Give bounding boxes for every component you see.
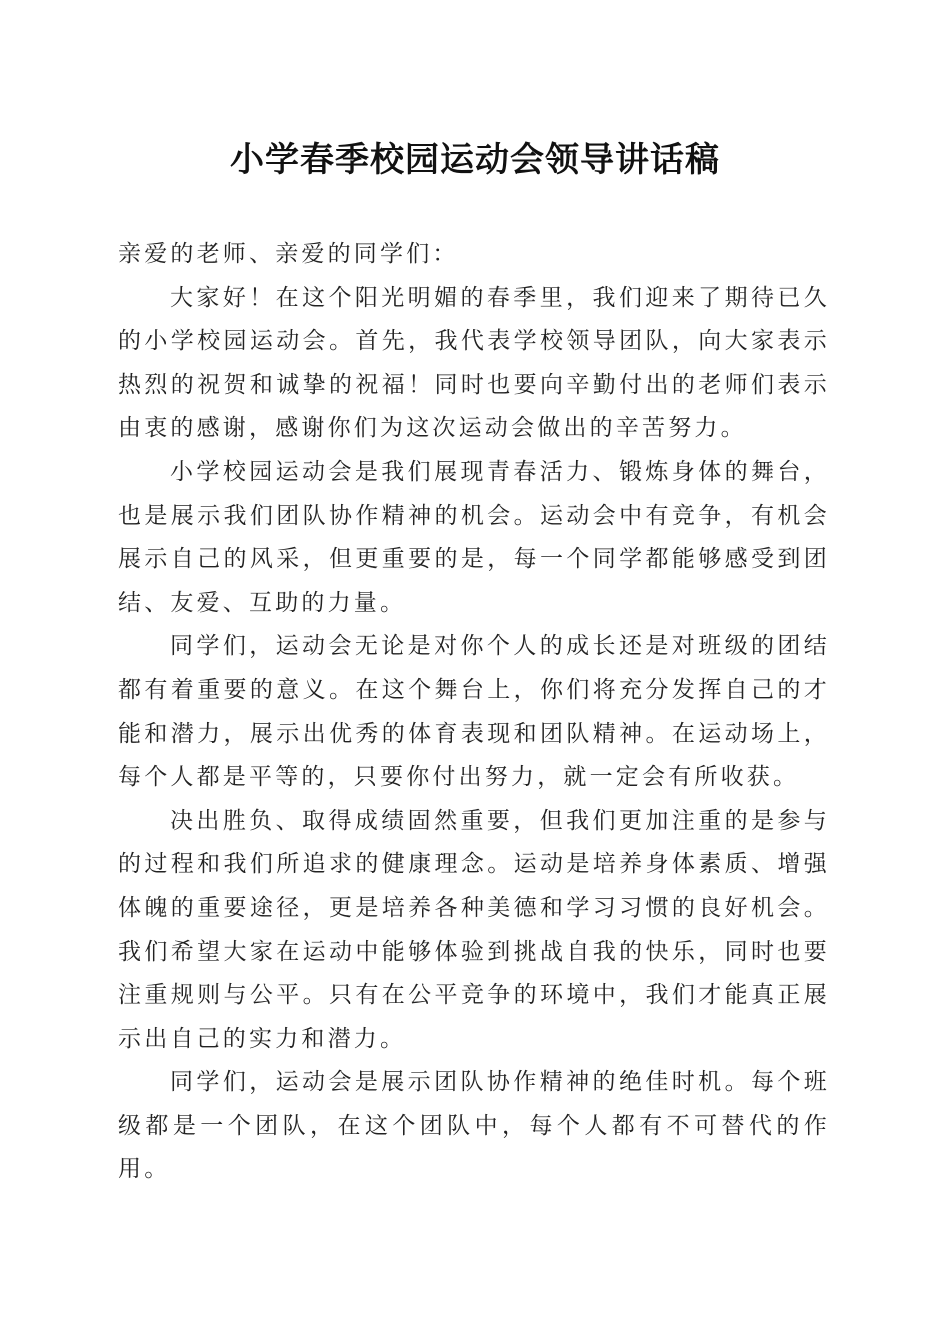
paragraph-participation: 决出胜负、取得成绩固然重要，但我们更加注重的是参与的过程和我们所追求的健康理念。运动是培养身体素质、增强体魄的重要途径，更是培养各种美德和学习习惯的良好机会。我们希望大家在运动中能够体验到挑战自我的快乐，同时也要注重规则与公平。只有在公平竞争的环境中，我们才能真正展示出自己的实力和潜力。 xyxy=(118,807,830,1052)
document-body xyxy=(118,233,830,1192)
salutation: 亲爱的老师、亲爱的同学们： xyxy=(118,241,459,267)
paragraph-stage: 小学校园运动会是我们展现青春活力、锻炼身体的舞台，也是展示我们团队协作精神的机会。运动会中有竞争，有机会展示自己的风采，但更重要的是，每一个同学都能够感受到团结、友爱、互助的力量。 xyxy=(118,458,830,616)
paragraph-significance: 同学们，运动会无论是对你个人的成长还是对班级的团结都有着重要的意义。在这个舞台上，你们将充分发挥自己的才能和潜力，展示出优秀的体育表现和团队精神。在运动场上，每个人都是平等的，只要你付出努力，就一定会有所收获。 xyxy=(118,633,830,791)
document-title: 小学春季校园运动会领导讲话稿 xyxy=(230,140,720,180)
paragraph-greeting: 大家好！在这个阳光明媚的春季里，我们迎来了期待已久的小学校园运动会。首先，我代表学校领导团队，向大家表示热烈的祝贺和诚挚的祝福！同时也要向辛勤付出的老师们表示由衷的感谢，感谢你们为这次运动会做出的辛苦努力。 xyxy=(118,284,830,442)
paragraph-teamwork: 同学们，运动会是展示团队协作精神的绝佳时机。每个班级都是一个团队，在这个团队中，每个人都有不可替代的作用。 xyxy=(118,1069,830,1183)
